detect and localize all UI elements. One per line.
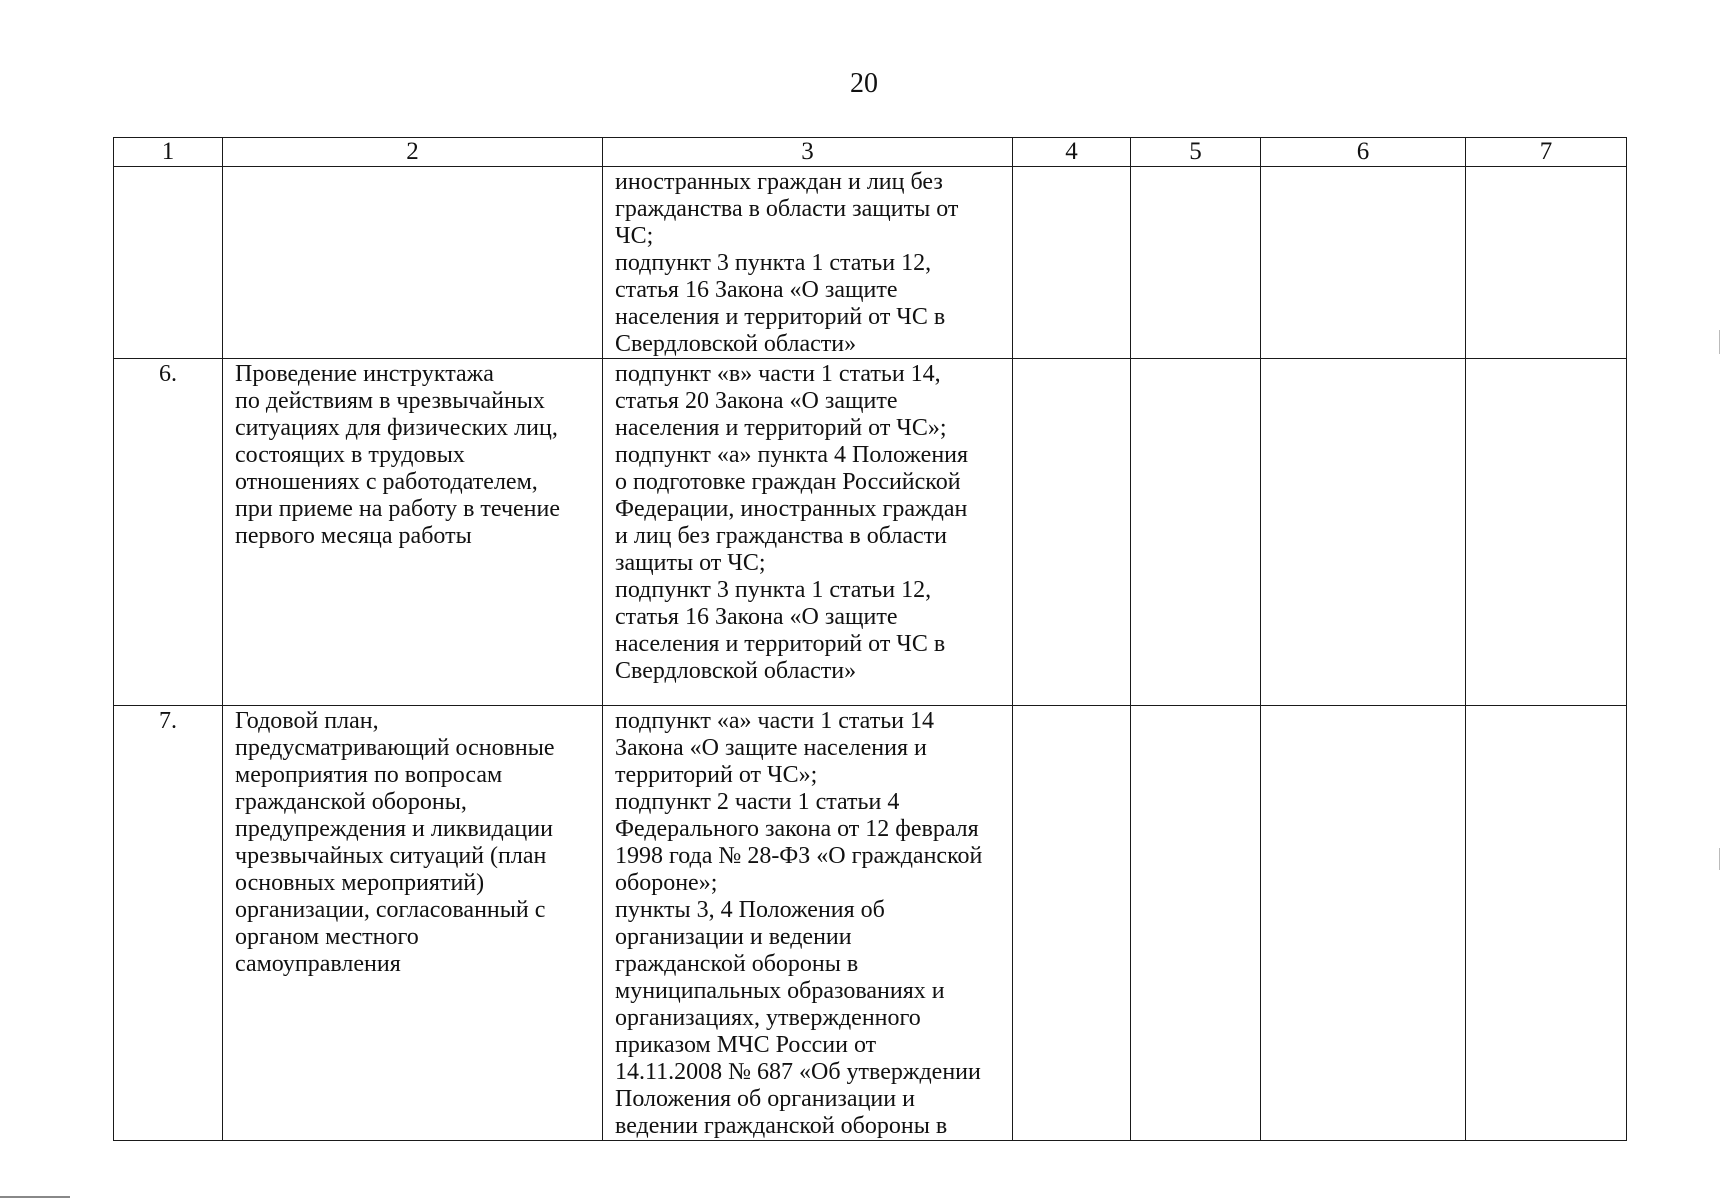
- column-header-7: 7: [1466, 138, 1627, 167]
- cell-text-line: гражданской обороны в: [615, 951, 859, 977]
- cell-text-line: подпункт 2 части 1 статьи 4: [615, 789, 900, 815]
- legal-basis-cell: [603, 167, 1013, 359]
- empty-cell-col7: [1466, 359, 1627, 706]
- cell-text-line: состоящих в трудовых: [235, 442, 465, 468]
- cell-text-line: организации и ведении: [615, 924, 852, 950]
- cell-text-line: статья 20 Закона «О защите: [615, 388, 898, 414]
- cell-text-line: защиты от ЧС;: [615, 550, 766, 576]
- cell-text-line: и лиц без гражданства в области: [615, 523, 947, 549]
- empty-cell-col5: [1131, 359, 1261, 706]
- scan-margin-tick: [1719, 848, 1720, 870]
- cell-text-line: статья 16 Закона «О защите: [615, 277, 898, 303]
- cell-text-line: организации, согласованный с: [235, 897, 546, 923]
- requirement-cell: [223, 359, 603, 706]
- cell-text-line: гражданства в области защиты от: [615, 196, 959, 222]
- cell-text-line: подпункт «а» части 1 статьи 14: [615, 708, 934, 734]
- cell-text-line: Федерации, иностранных граждан: [615, 496, 968, 522]
- empty-cell-col5: [1131, 706, 1261, 1141]
- cell-text-line: Годовой план,: [235, 708, 379, 734]
- legal-basis-cell: [603, 706, 1013, 1141]
- requirement-cell: [223, 167, 603, 359]
- table-body: [114, 167, 1627, 1141]
- cell-text-line: населения и территорий от ЧС»;: [615, 415, 947, 441]
- column-header-6: 6: [1261, 138, 1466, 167]
- column-number-header-row: [114, 138, 1627, 167]
- cell-text-line: основных мероприятий): [235, 870, 485, 896]
- table-row-6: [114, 359, 1627, 706]
- column-header-2: 2: [223, 138, 603, 167]
- empty-cell-col6: [1261, 167, 1466, 359]
- row-number-cell: 7.: [114, 706, 223, 1141]
- empty-cell-col7: [1466, 706, 1627, 1141]
- cell-text-line: организациях, утвержденного: [615, 1005, 921, 1031]
- row-number-cell: [114, 167, 223, 359]
- column-header-3: 3: [603, 138, 1013, 167]
- cell-text-line: ситуациях для физических лиц,: [235, 415, 558, 441]
- cell-text-line: Положения об организации и: [615, 1086, 915, 1112]
- cell-text-line: приказом МЧС России от: [615, 1032, 877, 1058]
- cell-text-line: Закона «О защите населения и: [615, 735, 927, 761]
- requirements-table: [113, 137, 1627, 1141]
- cell-text-line: подпункт 3 пункта 1 статьи 12,: [615, 250, 932, 276]
- cell-text-line: органом местного: [235, 924, 419, 950]
- cell-text-line: Свердловской области»: [615, 331, 857, 357]
- cell-text-line: самоуправления: [235, 951, 401, 977]
- cell-text-line: статья 16 Закона «О защите: [615, 604, 898, 630]
- scan-edge-mark: [0, 1196, 70, 1198]
- empty-cell-col4: [1013, 359, 1131, 706]
- column-header-1: 1: [114, 138, 223, 167]
- scan-margin-tick: [1719, 330, 1720, 354]
- cell-text-line: муниципальных образованиях и: [615, 978, 945, 1004]
- cell-text-line: 14.11.2008 № 687 «Об утверждении: [615, 1059, 981, 1085]
- cell-text-line: подпункт «а» пункта 4 Положения: [615, 442, 969, 468]
- cell-text-line: ЧС;: [615, 223, 654, 249]
- cell-text-line: подпункт 3 пункта 1 статьи 12,: [615, 577, 932, 603]
- legal-basis-cell: [603, 359, 1013, 706]
- cell-text-line: Свердловской области»: [615, 658, 857, 684]
- empty-cell-col4: [1013, 167, 1131, 359]
- cell-text-line: подпункт «в» части 1 статьи 14,: [615, 361, 941, 387]
- requirement-cell: [223, 706, 603, 1141]
- column-header-5: 5: [1131, 138, 1261, 167]
- cell-text-line: Проведение инструктажа: [235, 361, 494, 387]
- cell-text-line: ведении гражданской обороны в: [615, 1113, 948, 1139]
- cell-text-line: о подготовке граждан Российской: [615, 469, 961, 495]
- page-number: 20: [850, 68, 878, 99]
- cell-text-line: первого месяца работы: [235, 523, 472, 549]
- cell-text-line: отношениях с работодателем,: [235, 469, 538, 495]
- empty-cell-col4: [1013, 706, 1131, 1141]
- cell-text-line: предупреждения и ликвидации: [235, 816, 553, 842]
- cell-text-line: чрезвычайных ситуаций (план: [235, 843, 547, 869]
- cell-text-line: 1998 года № 28-ФЗ «О гражданской: [615, 843, 983, 869]
- cell-text-line: предусматривающий основные: [235, 735, 555, 761]
- empty-cell-col6: [1261, 706, 1466, 1141]
- row-number-cell: 6.: [114, 359, 223, 706]
- empty-cell-col6: [1261, 359, 1466, 706]
- cell-text-line: территорий от ЧС»;: [615, 762, 818, 788]
- cell-text-line: иностранных граждан и лиц без: [615, 169, 943, 195]
- table-row-7: [114, 706, 1627, 1141]
- cell-text-line: пункты 3, 4 Положения об: [615, 897, 885, 923]
- cell-text-line: населения и территорий от ЧС в: [615, 304, 946, 330]
- empty-cell-col7: [1466, 167, 1627, 359]
- cell-text-line: населения и территорий от ЧС в: [615, 631, 946, 657]
- empty-cell-col5: [1131, 167, 1261, 359]
- cell-text-line: по действиям в чрезвычайных: [235, 388, 545, 414]
- cell-text-line: гражданской обороны,: [235, 789, 467, 815]
- cell-text-line: при приеме на работу в течение: [235, 496, 561, 522]
- cell-text-line: обороне»;: [615, 870, 718, 896]
- cell-text-line: мероприятия по вопросам: [235, 762, 503, 788]
- table-row-continuation: [114, 167, 1627, 359]
- column-header-4: 4: [1013, 138, 1131, 167]
- cell-text-line: Федерального закона от 12 февраля: [615, 816, 979, 842]
